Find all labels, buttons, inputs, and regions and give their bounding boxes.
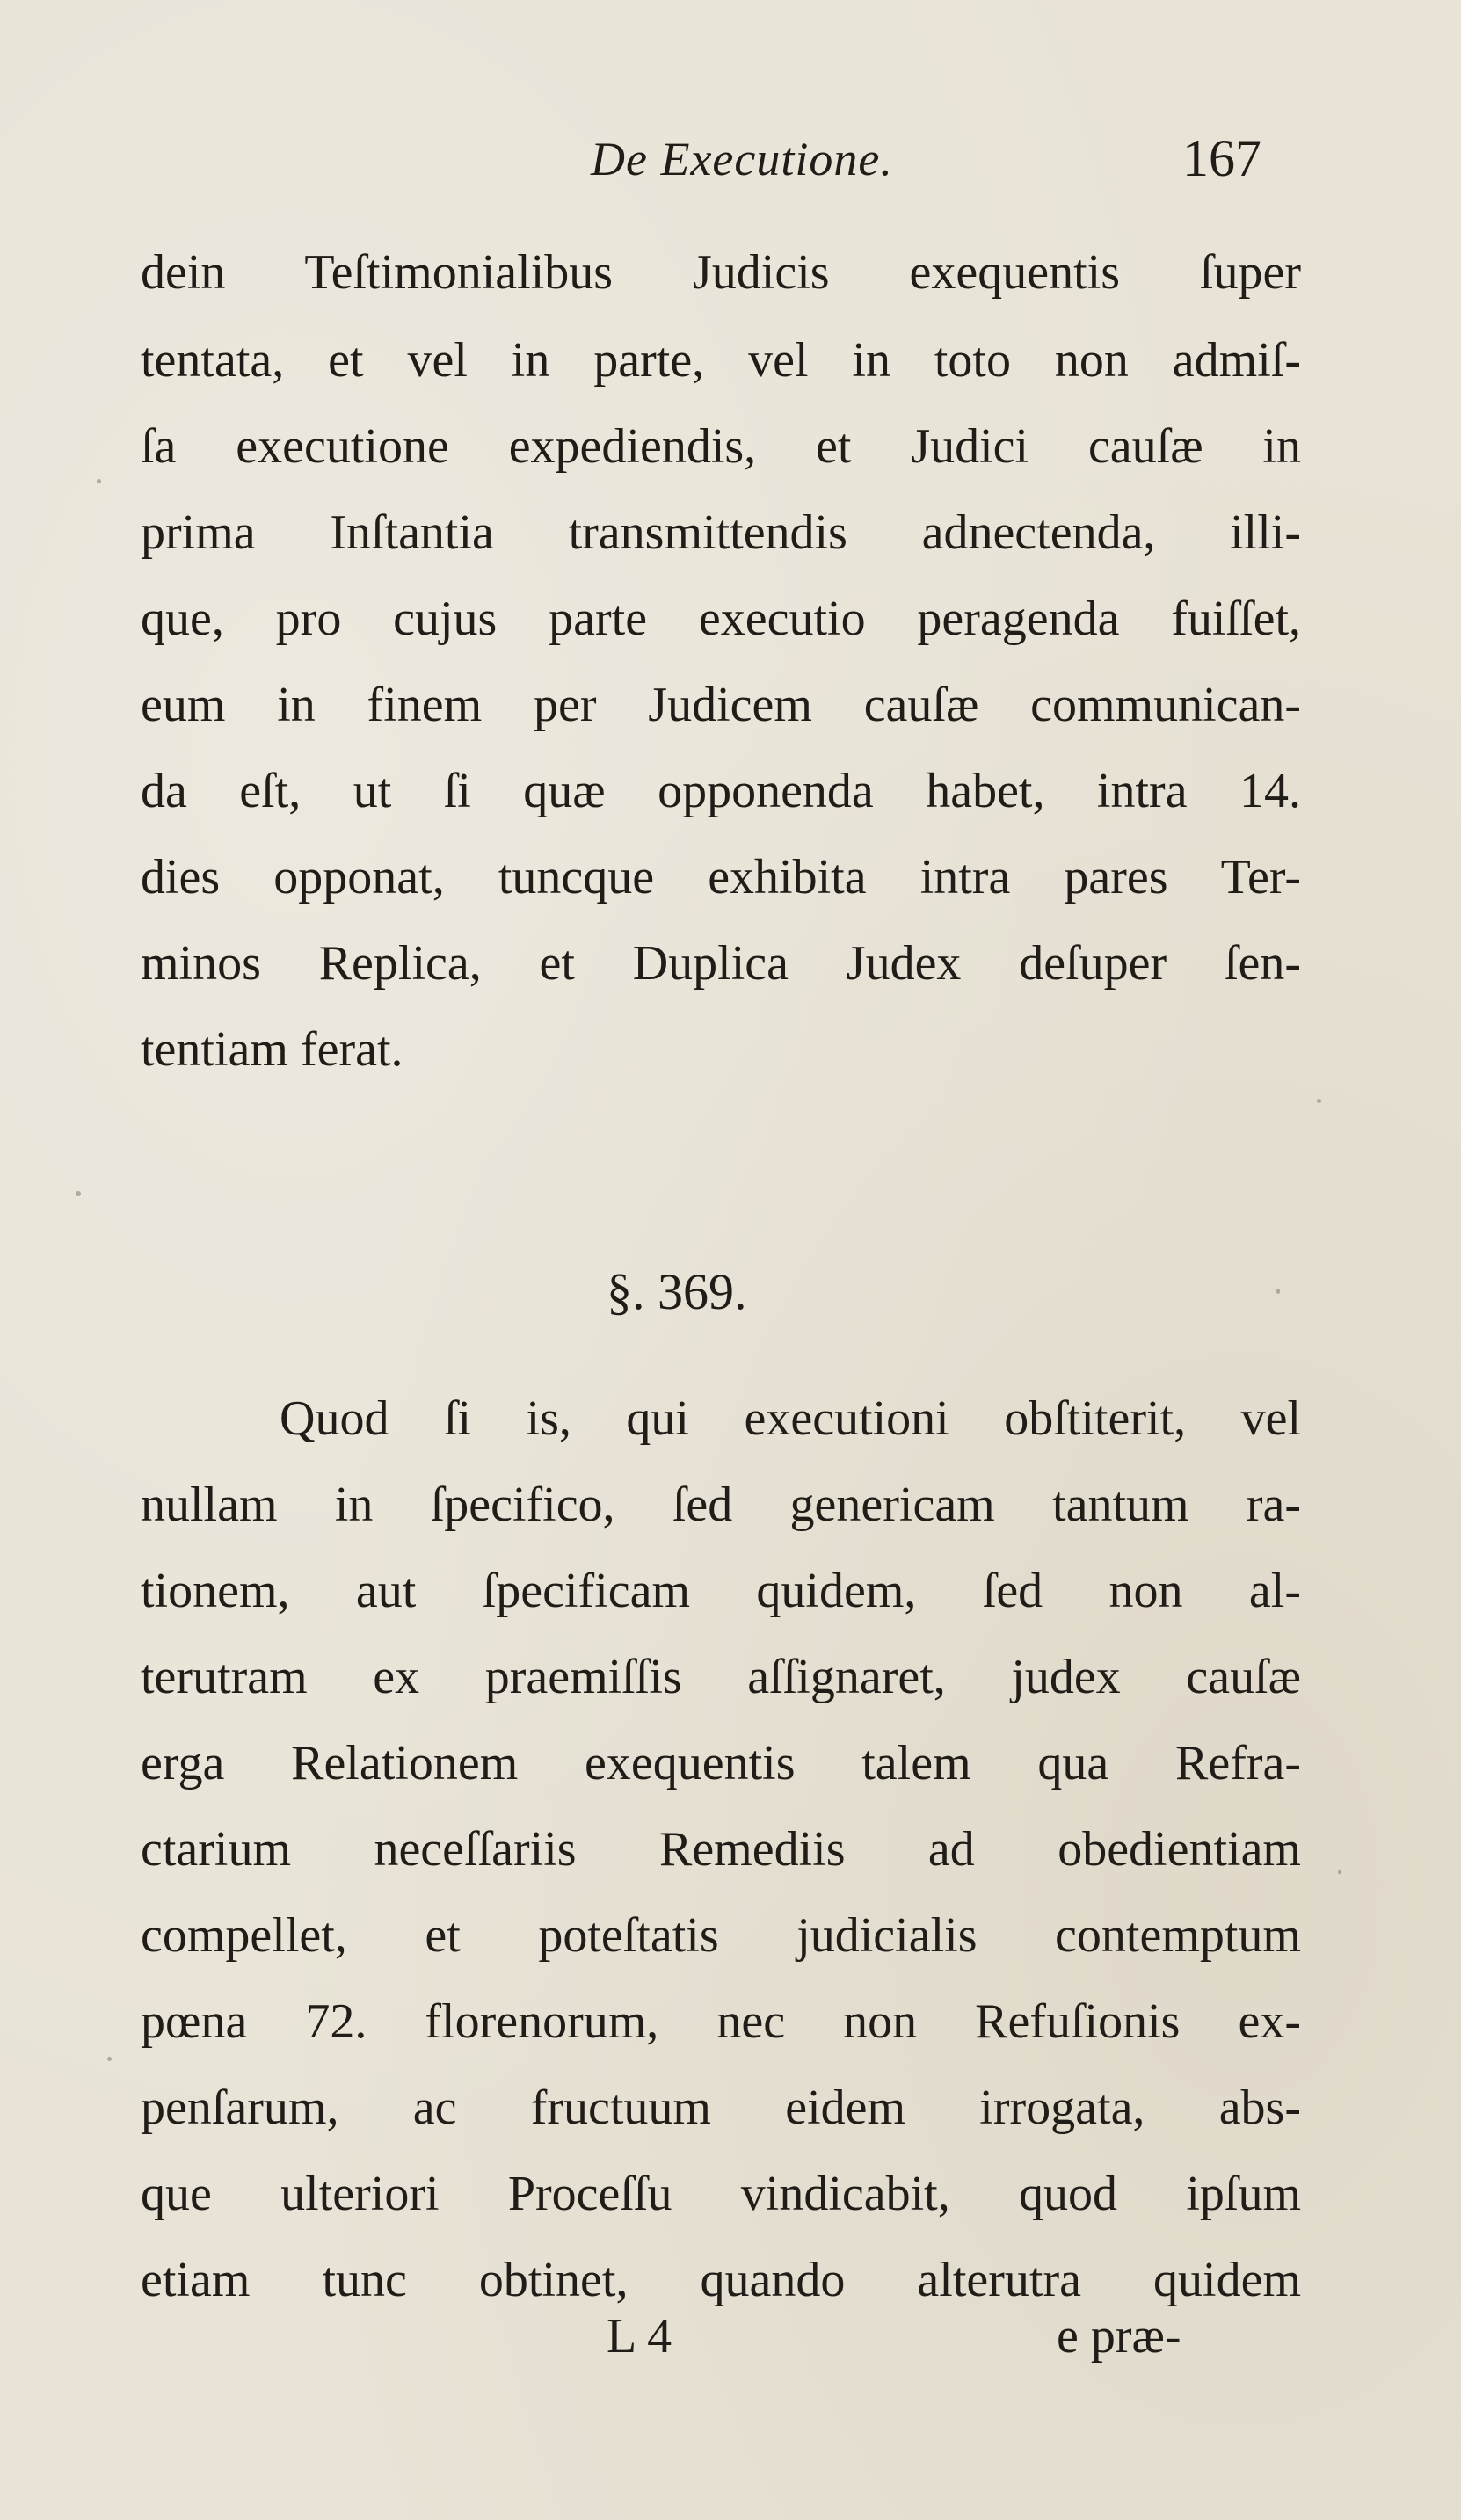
text-line: erga Relationem exequentis talem qua Refra- bbox=[141, 1736, 1301, 1790]
text-line: compellet, et poteſtatis judicialis contemptum bbox=[141, 1908, 1301, 1963]
text-line: tentiam ferat. bbox=[141, 1022, 403, 1077]
text-line: Quod ſi is, qui executioni obſtiterit, vel bbox=[280, 1391, 1301, 1446]
paper-speck bbox=[97, 479, 101, 483]
text-line: minos Replica, et Duplica Judex deſuper ſen- bbox=[141, 936, 1301, 991]
paper-speck bbox=[1317, 1099, 1321, 1103]
catchword: e præ- bbox=[1057, 2309, 1181, 2364]
text-line: penſarum, ac fructuum eidem irrogata, abs- bbox=[141, 2081, 1301, 2135]
page-number: 167 bbox=[1182, 129, 1261, 187]
text-line: pœna 72. florenorum, nec non Refuſionis ex- bbox=[141, 1994, 1301, 2049]
text-line: dein Teſtimonialibus Judicis exequentis ſuper bbox=[141, 245, 1301, 300]
text-line: nullam in ſpecifico, ſed genericam tantum ra- bbox=[141, 1478, 1301, 1532]
text-line: dies opponat, tuncque exhibita intra pares Ter- bbox=[141, 850, 1301, 904]
text-line: que ulteriori Proceſſu vindicabit, quod ipſum bbox=[141, 2167, 1301, 2221]
text-line: etiam tunc obtinet, quando alterutra quidem bbox=[141, 2253, 1301, 2307]
text-line: ctarium neceſſariis Remediis ad obedientiam bbox=[141, 1822, 1301, 1877]
text-line: tionem, aut ſpecificam quidem, ſed non al- bbox=[141, 1564, 1301, 1618]
paper-speck bbox=[107, 2057, 112, 2061]
text-line: tentata, et vel in parte, vel in toto non admiſ- bbox=[141, 333, 1301, 388]
text-line: prima Inſtantia transmittendis adnectenda, illi- bbox=[141, 505, 1301, 560]
text-line: ſa executione expediendis, et Judici cauſæ in bbox=[141, 419, 1301, 474]
text-line: eum in finem per Judicem cauſæ communican- bbox=[141, 678, 1301, 732]
paper-speck bbox=[1338, 1870, 1341, 1874]
text-line: que, pro cujus parte executio peragenda fuiſſet, bbox=[141, 592, 1301, 646]
running-title: De Executione. bbox=[591, 133, 893, 185]
text-line: terutram ex praemiſſis aſſignaret, judex cauſæ bbox=[141, 1650, 1301, 1704]
paper-speck bbox=[76, 1191, 81, 1196]
section-heading: §. 369. bbox=[607, 1263, 747, 1320]
signature-mark: L 4 bbox=[607, 2309, 672, 2364]
text-line: da eſt, ut ſi quæ opponenda habet, intra 14. bbox=[141, 764, 1301, 818]
paper-speck bbox=[1276, 1289, 1280, 1294]
